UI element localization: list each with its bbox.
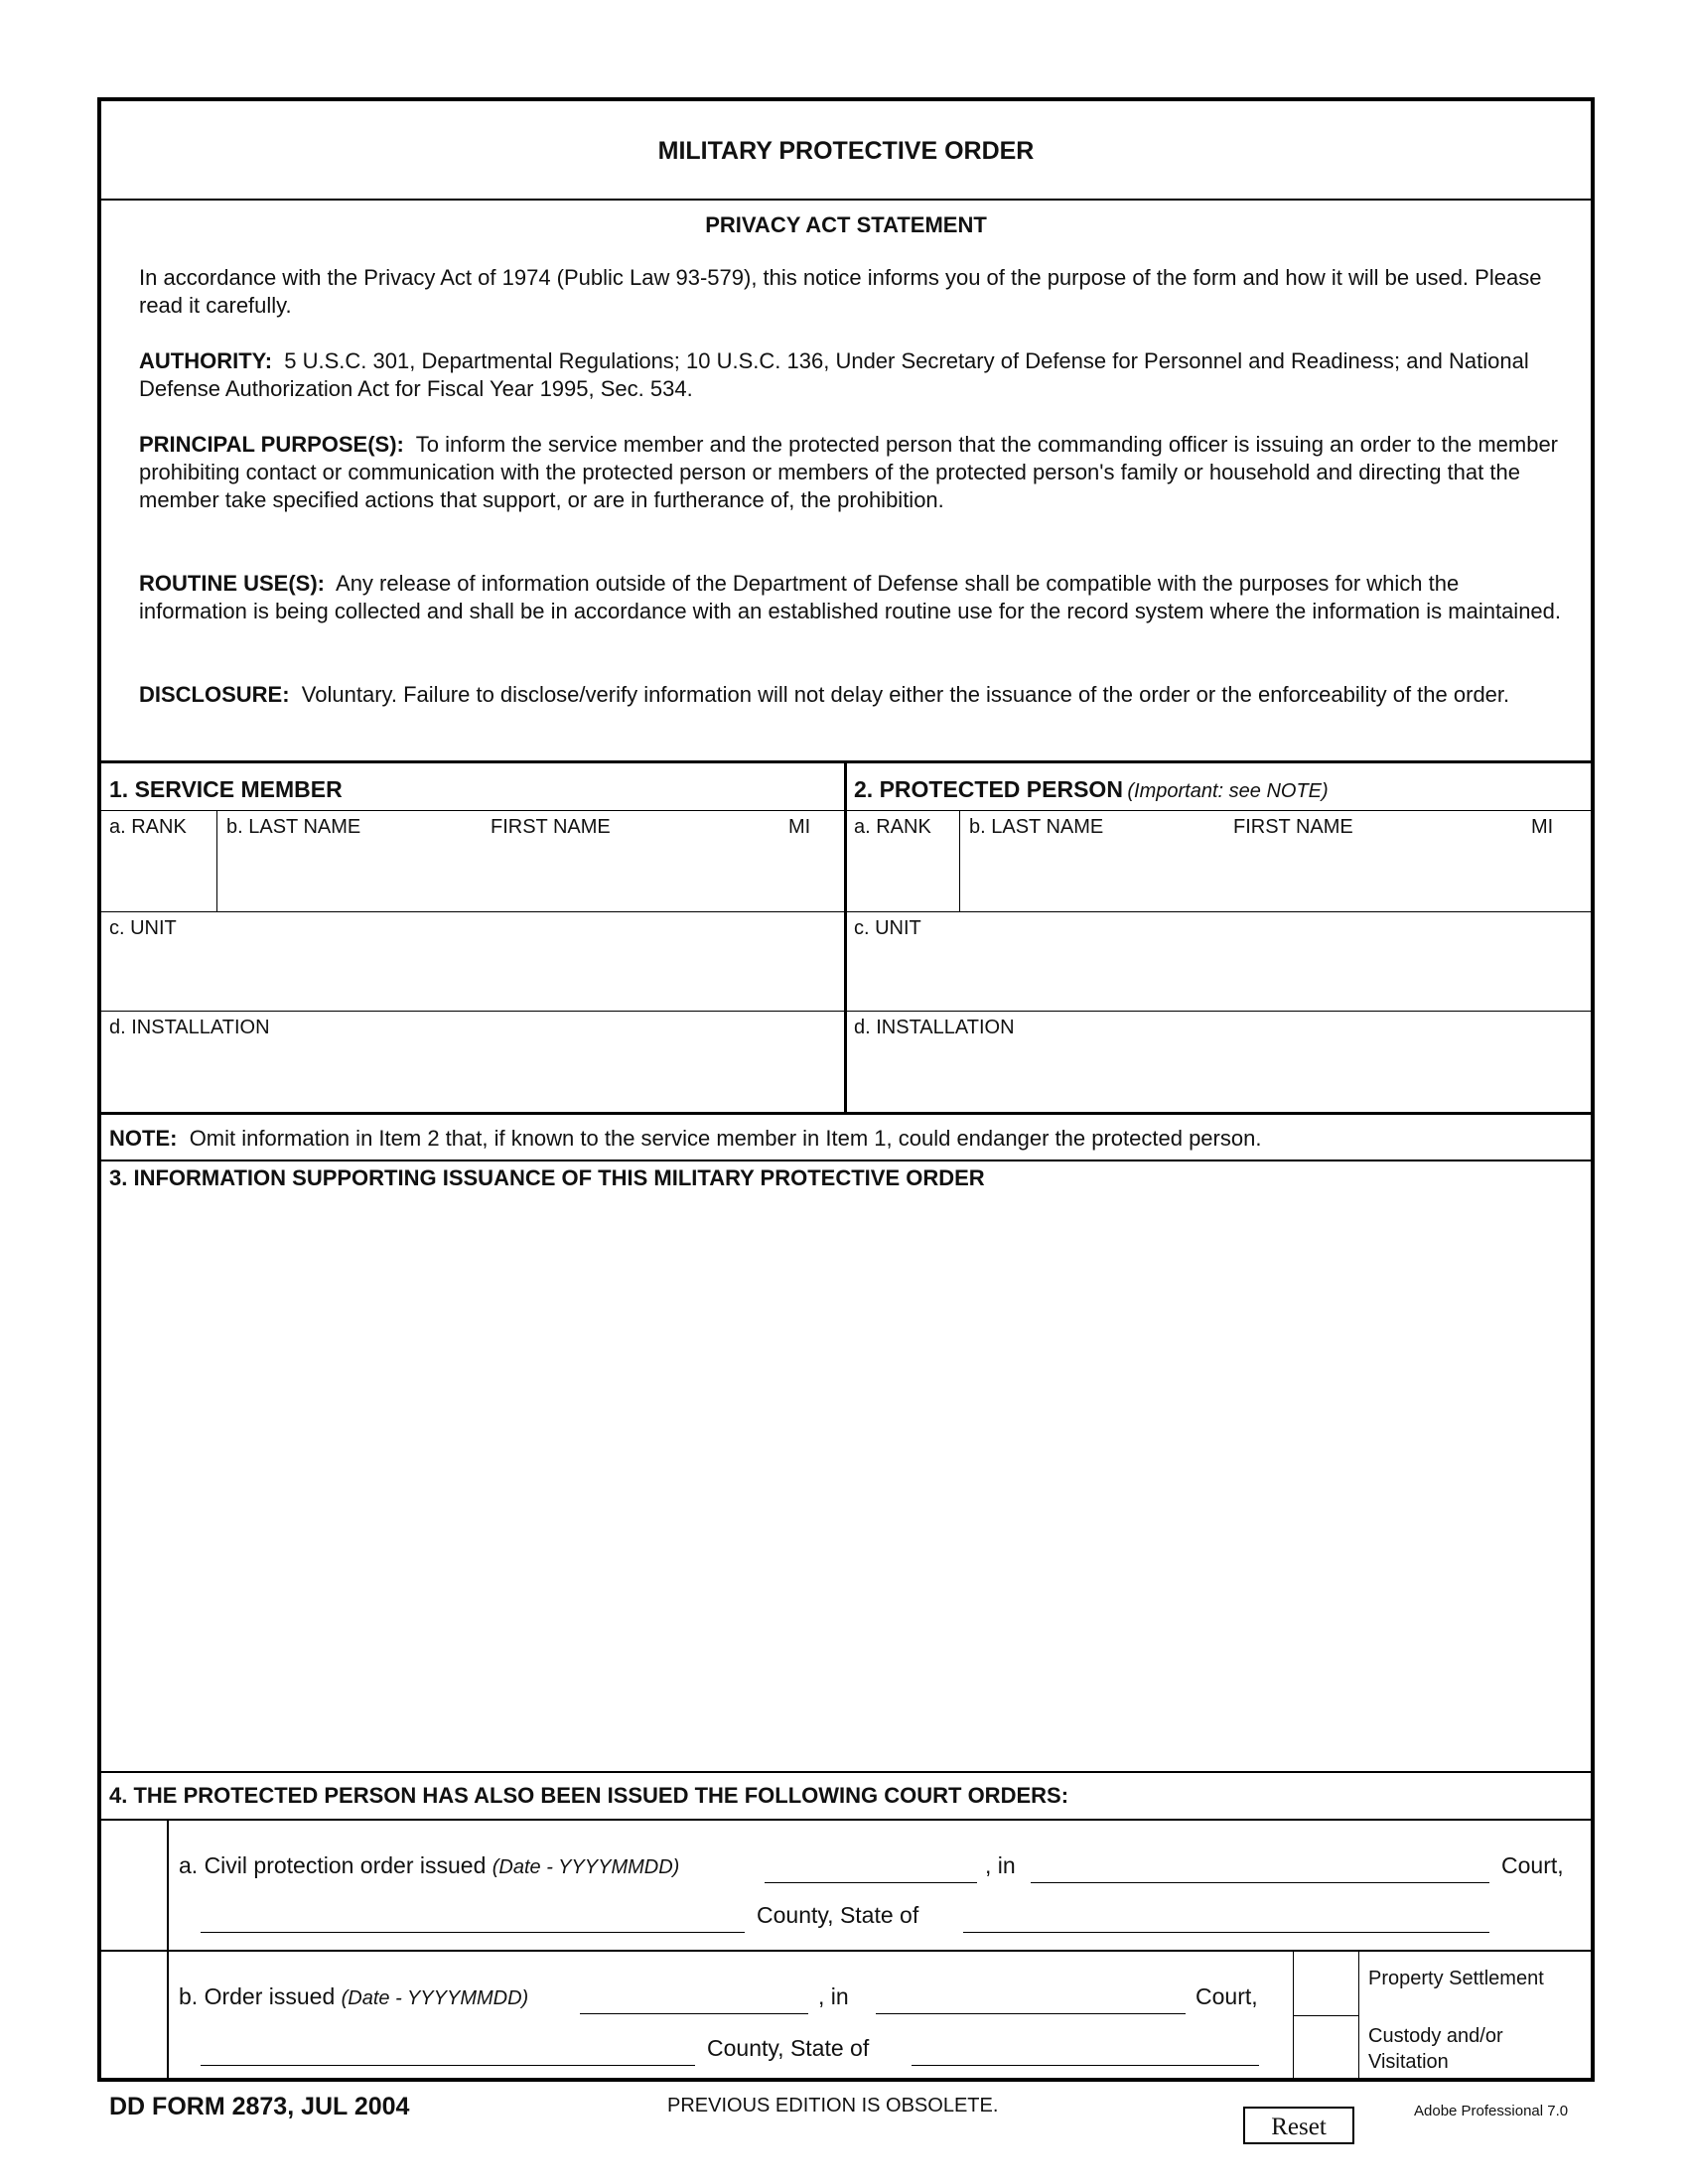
order-b-court-field[interactable] [876, 1983, 1192, 2017]
obsolete-notice: PREVIOUS EDITION IS OBSOLETE. [667, 2095, 999, 2116]
divider [101, 1771, 1591, 1773]
cell-divider [959, 810, 960, 911]
divider [101, 199, 1591, 201]
s2-mi-label: MI [1531, 816, 1554, 838]
cell-divider [1358, 1950, 1359, 2081]
divider [101, 1160, 1591, 1161]
underline [876, 2013, 1186, 2014]
order-a-prefix: a. Civil protection order issued [179, 1852, 487, 1878]
s2-installation-field[interactable] [850, 1046, 1587, 1108]
divider [101, 911, 1591, 912]
form-id: DD FORM 2873, JUL 2004 [109, 2093, 410, 2120]
s1-mi-label: MI [788, 816, 811, 838]
form-title: MILITARY PROTECTIVE ORDER [657, 137, 1035, 165]
section2-heading-row [854, 776, 1329, 803]
s1-last-name-label: b. LAST NAME [226, 816, 361, 838]
s1-unit-field[interactable] [107, 947, 844, 1007]
s1-installation-label: d. INSTALLATION [109, 1017, 270, 1038]
underline [580, 2013, 808, 2014]
section2-heading: 2. PROTECTED PERSON [854, 776, 1123, 802]
divider [101, 1950, 1591, 1952]
disclosure-label: DISCLOSURE: [139, 682, 290, 707]
disclosure-text: Voluntary. Failure to disclose/verify information will not delay either the issuance of the order or the enforceability of the order. [301, 682, 1510, 707]
reset-button[interactable]: Reset [1243, 2107, 1354, 2144]
order-a-county-label: County, State of [757, 1902, 919, 1928]
divider [101, 1112, 1591, 1115]
note-label: NOTE: [109, 1126, 178, 1151]
section3-heading: 3. INFORMATION SUPPORTING ISSUANCE OF THIS MILITARY PROTECTIVE ORDER [109, 1165, 985, 1190]
disclosure-paragraph [139, 681, 1569, 709]
underline [912, 2065, 1259, 2066]
routine-label: ROUTINE USE(S): [139, 571, 325, 596]
s1-unit-label: c. UNIT [109, 917, 177, 939]
underline [201, 1932, 745, 1933]
order-a-in: , in [985, 1852, 1016, 1878]
underline [1031, 1882, 1489, 1883]
authority-text: 5 U.S.C. 301, Departmental Regulations; 10 U.S.C. 136, Under Secretary of Defense for Personnel and Readiness; and National Defense Authorization Act for Fiscal Year 1995, Sec. 534. [139, 348, 1529, 401]
order-a-state-field[interactable] [963, 1902, 1495, 1936]
divider [1293, 2015, 1358, 2016]
order-a-date-hint: (Date - YYYYMMDD) [492, 1856, 680, 1878]
order-b-county-field[interactable] [201, 2035, 701, 2069]
s1-rank-field[interactable] [107, 848, 216, 907]
divider [101, 810, 1591, 811]
order-b-date-hint: (Date - YYYYMMDD) [341, 1987, 529, 2009]
s2-rank-label: a. RANK [854, 816, 931, 838]
underline [963, 1932, 1489, 1933]
s1-installation-field[interactable] [107, 1046, 844, 1108]
order-b-court-label: Court, [1196, 1983, 1258, 2009]
section1-heading: 1. SERVICE MEMBER [109, 776, 343, 802]
s2-first-name-label: FIRST NAME [1233, 816, 1353, 838]
divider [101, 1819, 1591, 1821]
order-a-line1 [179, 1852, 679, 1879]
order-b-prefix: b. Order issued [179, 1983, 336, 2009]
order-b-line1 [179, 1983, 528, 2010]
column-divider [844, 760, 847, 1114]
s2-unit-label: c. UNIT [854, 917, 921, 939]
order-a-court-label: Court, [1501, 1852, 1564, 1878]
software-label: Adobe Professional 7.0 [1414, 2103, 1569, 2119]
order-b-in: , in [818, 1983, 849, 2009]
order-b-state-field[interactable] [912, 2035, 1265, 2069]
order-a-county-field[interactable] [201, 1902, 751, 1936]
section2-note-ref: (Important: see NOTE) [1127, 780, 1329, 802]
s2-name-field[interactable] [965, 848, 1587, 907]
s2-installation-label: d. INSTALLATION [854, 1017, 1015, 1038]
privacy-intro: In accordance with the Privacy Act of 1974 (Public Law 93-579), this notice informs you of the purpose of the form and how it will be used. Please read it carefully. [139, 265, 1542, 318]
property-settlement-label: Property Settlement [1368, 1968, 1544, 1989]
privacy-heading: PRIVACY ACT STATEMENT [705, 212, 987, 237]
underline [765, 1882, 977, 1883]
section4-heading: 4. THE PROTECTED PERSON HAS ALSO BEEN ISSUED THE FOLLOWING COURT ORDERS: [109, 1783, 1069, 1808]
custody-visitation-label: Custody and/or Visitation [1368, 2025, 1503, 2073]
order-b-date-field[interactable] [580, 1983, 814, 2017]
s1-name-field[interactable] [222, 848, 844, 907]
order-b-county-label: County, State of [707, 2035, 870, 2061]
purpose-paragraph [139, 431, 1569, 514]
form-frame [97, 97, 1595, 2082]
s1-first-name-label: FIRST NAME [491, 816, 611, 838]
authority-label: AUTHORITY: [139, 348, 273, 373]
routine-text: Any release of information outside of the Department of Defense shall be compatible with the purposes for which the information is being collected and shall be in accordance with an established routine use for the record system where the information is maintained. [139, 571, 1562, 623]
note-text: Omit information in Item 2 that, if known to the service member in Item 1, could endanger the protected person. [189, 1126, 1262, 1151]
routine-paragraph [139, 570, 1569, 625]
authority-paragraph [139, 347, 1569, 403]
s1-rank-label: a. RANK [109, 816, 187, 838]
order-a-date-field[interactable] [765, 1852, 983, 1886]
divider [101, 1011, 1591, 1012]
underline [201, 2065, 695, 2066]
s2-unit-field[interactable] [850, 947, 1587, 1007]
note-row [109, 1126, 1261, 1152]
s2-rank-field[interactable] [850, 848, 959, 907]
purpose-label: PRINCIPAL PURPOSE(S): [139, 432, 404, 457]
order-a-court-field[interactable] [1031, 1852, 1495, 1886]
section3-text-area[interactable] [107, 1197, 1587, 1767]
cell-divider [216, 810, 217, 911]
s2-last-name-label: b. LAST NAME [969, 816, 1104, 838]
purpose-text: To inform the service member and the protected person that the commanding officer is issuing an order to the member prohibiting contact or communication with the protected person or members of the protected person's family or household and directing that the member take specified actions that support, or are in furtherance of, the prohibition. [139, 432, 1559, 512]
